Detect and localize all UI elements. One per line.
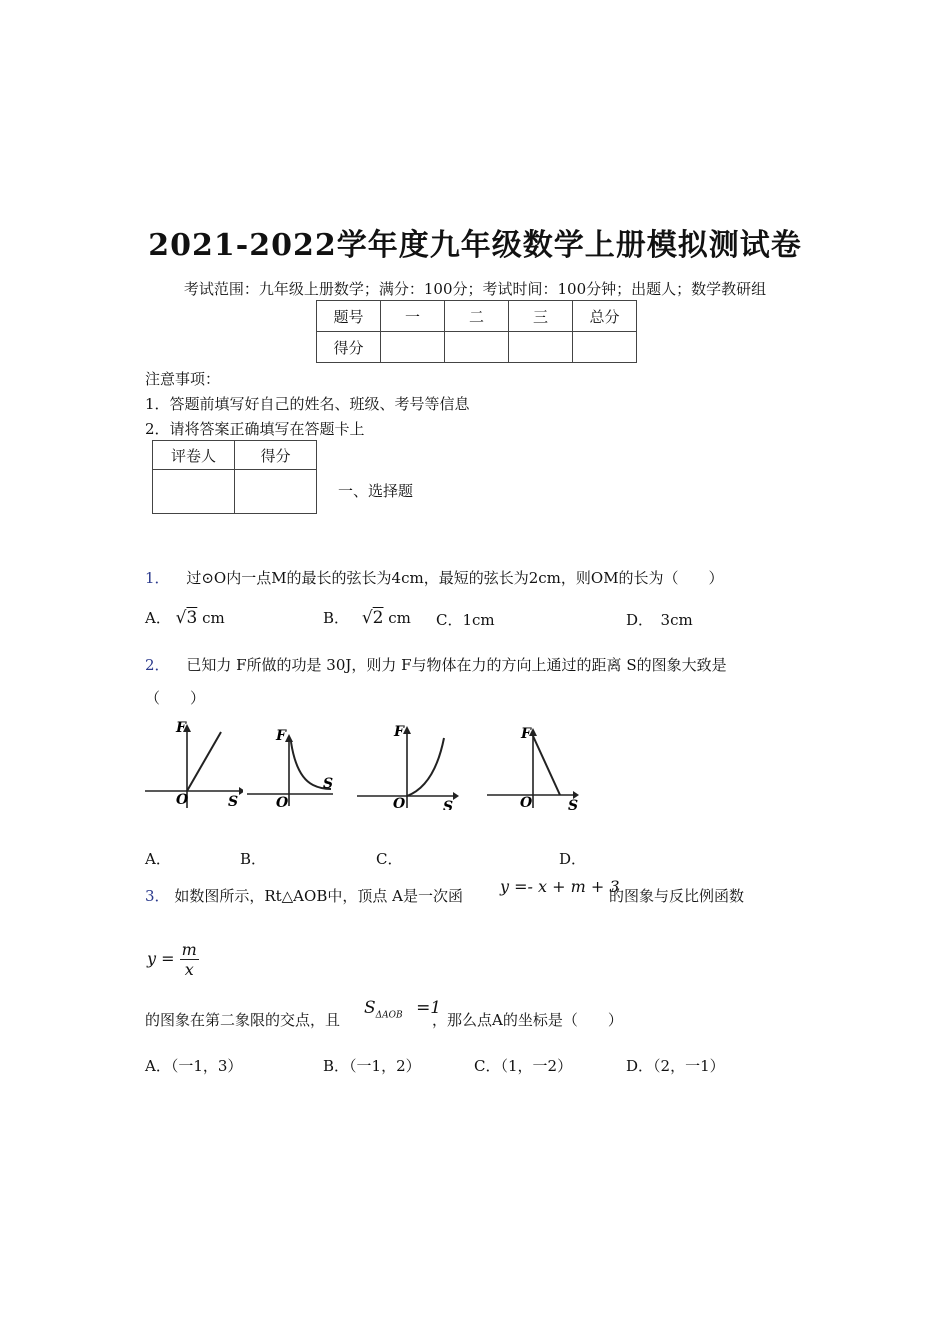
score-cell[interactable] [509, 332, 573, 363]
f-axis-arrow-icon [403, 726, 411, 734]
score-header-cell: 一 [381, 301, 445, 332]
grader-table [152, 440, 317, 514]
note-item: 2．请将答案正确填写在答题卡上 [145, 420, 365, 438]
axis-f-label: F [394, 724, 404, 740]
score-header-cell: 二 [445, 301, 509, 332]
axis-s-label: S [228, 794, 239, 810]
question-text: ，那么点A的坐标是（ ） [432, 1011, 623, 1029]
s-axis-arrow-icon [453, 792, 459, 800]
radicand: 2 [372, 608, 384, 628]
score-table-row [317, 332, 637, 363]
axis-s-label: S [323, 776, 334, 792]
notes-heading: 注意事项： [145, 370, 221, 388]
axis-f-label: F [176, 720, 186, 736]
graph-a[interactable] [143, 718, 243, 810]
grader-row [153, 470, 317, 514]
graph-d-label: D． [559, 850, 587, 868]
fraction-denominator: x [184, 960, 194, 979]
q3-option-a[interactable]: A．（一1，3） [145, 1057, 243, 1075]
f-axis-arrow-icon [285, 734, 293, 742]
radicand: 3 [186, 608, 198, 628]
graph-a-label: A． [145, 850, 171, 868]
origin-label: O [276, 795, 289, 810]
axis-f-label: F [276, 728, 286, 744]
graph-c-label: C． [376, 850, 403, 868]
exam-info: 考试范围：九年级上册数学；满分：100分；考试时间：100分钟；出题人；数学教研组 [183, 280, 767, 298]
score-header-cell: 三 [509, 301, 573, 332]
sqrt-icon: √ [175, 608, 187, 628]
score-table [316, 300, 637, 363]
area-symbol: S [364, 998, 376, 1018]
note-item: 1．答题前填写好自己的姓名、班级、考号等信息 [145, 395, 470, 413]
option-label: A． [145, 609, 171, 627]
page-title: 2021-2022学年度九年级数学上册模拟测试卷 [148, 228, 802, 263]
graph-b[interactable] [243, 718, 343, 810]
question-number: 3． [145, 887, 170, 905]
area-equation: =1 [416, 998, 442, 1018]
option-unit: cm [202, 609, 225, 627]
graph-b-label: B． [240, 850, 267, 868]
origin-label: O [520, 795, 533, 810]
answer-paren: （ ） [145, 689, 206, 707]
fraction-numerator: m [181, 940, 197, 959]
grader-cell[interactable] [235, 470, 317, 514]
grader-header-cell: 评卷人 [153, 441, 235, 470]
score-cell[interactable] [445, 332, 509, 363]
q3-option-c[interactable]: C．（1，一2） [474, 1057, 573, 1075]
graph-curve [407, 738, 444, 796]
axis-s-label: S [443, 799, 454, 810]
graph-curve [187, 732, 221, 791]
question-3 [145, 885, 463, 906]
triangle-area [364, 998, 441, 1020]
score-header-cell: 总分 [573, 301, 637, 332]
question-number: 2． [145, 656, 170, 674]
grader-header-row [153, 441, 317, 470]
graph-curve [533, 736, 560, 795]
question-text: 如数图所示，Rt△AOB中，顶点 A是一次函 [174, 887, 463, 905]
fraction [180, 940, 199, 979]
graph-c[interactable] [353, 718, 463, 810]
q1-option-b[interactable] [323, 607, 411, 628]
grader-cell[interactable] [153, 470, 235, 514]
area-subscript: ΔAOB [375, 1010, 403, 1021]
axis-f-label: F [521, 726, 531, 742]
question-text: 过⊙O内一点M的最长的弦长为4cm，最短的弦长为2cm，则OM的长为（ ） [186, 569, 724, 587]
question-2 [145, 654, 727, 675]
score-table-header-row [317, 301, 637, 332]
sqrt-icon: √ [361, 608, 373, 628]
score-row-label: 得分 [317, 332, 381, 363]
question-1 [145, 567, 724, 588]
score-cell[interactable] [573, 332, 637, 363]
q3-option-d[interactable]: D．（2，一1） [626, 1057, 725, 1075]
q1-option-d[interactable]: D． 3cm [626, 611, 693, 629]
graph-d[interactable] [483, 718, 588, 810]
function-lhs: y = [147, 949, 175, 968]
score-header-cell: 题号 [317, 301, 381, 332]
question-text: 已知力 F所做的功是 30J，则力 F与物体在力的方向上通过的距离 S的图象大致是 [186, 656, 727, 674]
linear-function: y =- x + m + 3 [500, 877, 620, 896]
origin-label: O [176, 792, 189, 808]
question-number: 1． [145, 569, 170, 587]
option-label: B． [323, 609, 350, 627]
question-text: 的图象与反比例函数 [609, 887, 745, 905]
q1-option-c[interactable]: C．1cm [436, 611, 495, 629]
section-heading: 一、选择题 [338, 482, 414, 500]
axis-s-label: S [568, 798, 579, 810]
inverse-function [147, 940, 199, 979]
q1-option-a[interactable] [145, 607, 225, 628]
q3-option-b[interactable]: B．（一1，2） [323, 1057, 421, 1075]
question-text: 的图象在第二象限的交点，且 [145, 1011, 341, 1029]
score-cell[interactable] [381, 332, 445, 363]
option-unit: cm [388, 609, 411, 627]
origin-label: O [393, 796, 406, 810]
grader-header-cell: 得分 [235, 441, 317, 470]
